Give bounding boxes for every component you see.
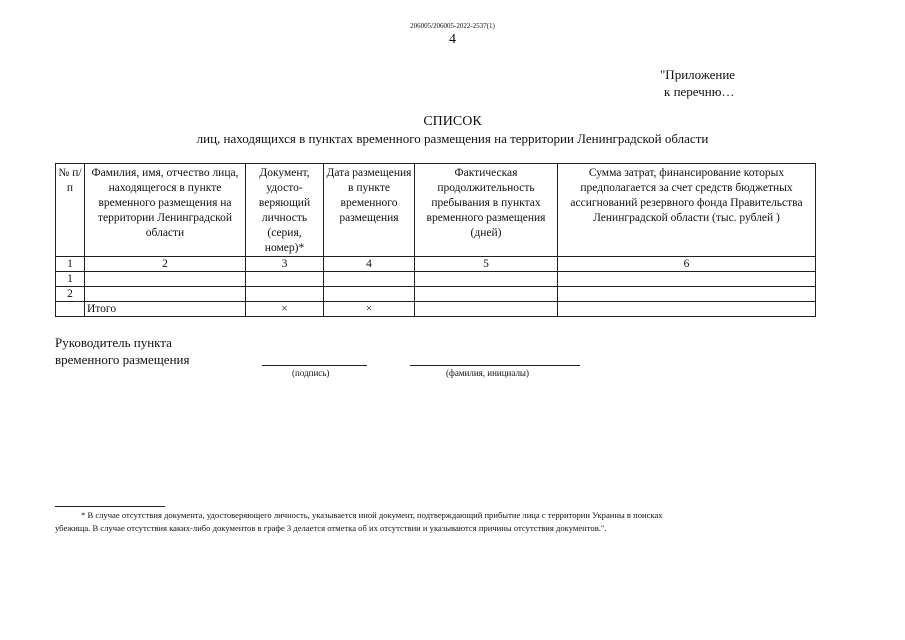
appendix-note bbox=[660, 66, 735, 100]
signer-position bbox=[55, 334, 189, 368]
signature-line bbox=[262, 365, 367, 366]
not-applicable-mark: × bbox=[324, 302, 415, 317]
table-cell bbox=[246, 287, 324, 302]
table-header-row bbox=[56, 164, 816, 257]
header-cell-document: Документ, удосто- веряющий личность (серия, номер)* bbox=[246, 164, 324, 257]
table-cell bbox=[415, 287, 558, 302]
not-applicable-mark: × bbox=[246, 302, 324, 317]
document-code: 206005/206005-2022-2537(1) bbox=[410, 22, 495, 30]
document-subtitle: лиц, находящихся в пунктах временного размещения на территории Ленинградской области bbox=[196, 131, 709, 146]
table-cell bbox=[246, 272, 324, 287]
table-cell bbox=[558, 302, 816, 317]
signer-position-line-2: временного размещения bbox=[55, 352, 190, 367]
header-cell-duration: Фактическая продолжительность пребывания в пунктах временного размещения (дней) bbox=[415, 164, 558, 257]
signature-caption: (подпись) bbox=[292, 368, 330, 378]
footnote-line-2: убежища. В случае отсутствия каких-либо документов в графе 3 делается отметка об их отсутствии и указываются причины отсутствия документов.". bbox=[55, 523, 607, 533]
header-cell-full-name: Фамилия, имя, отчество лица, находящегося в пункте временного размещения на территории Ленинградской области bbox=[85, 164, 246, 257]
table-cell bbox=[85, 287, 246, 302]
column-number-cell: 5 bbox=[415, 257, 558, 272]
total-label: Итого bbox=[85, 302, 246, 317]
header-cell-placement-date: Дата размещения в пункте временного размещения bbox=[324, 164, 415, 257]
column-number-cell: 4 bbox=[324, 257, 415, 272]
table-cell: 2 bbox=[56, 287, 85, 302]
column-number-cell: 6 bbox=[558, 257, 816, 272]
appendix-line-2: к перечню… bbox=[664, 84, 735, 99]
page-number: 4 bbox=[449, 32, 456, 47]
total-row bbox=[56, 302, 816, 317]
signer-position-line-1: Руководитель пункта bbox=[55, 335, 172, 350]
header-cell-expense-sum: Сумма затрат, финансирование которых предполагается за счет средств бюджетных ассигнований резервного фонда Правительства Ленинградской области (тыс. рублей ) bbox=[558, 164, 816, 257]
name-line bbox=[410, 365, 580, 366]
footnote-divider bbox=[55, 506, 165, 507]
table-cell: 1 bbox=[56, 272, 85, 287]
table-cell bbox=[415, 272, 558, 287]
table-cell bbox=[415, 302, 558, 317]
column-number-cell: 2 bbox=[85, 257, 246, 272]
header-cell-number: № п/п bbox=[56, 164, 85, 257]
column-number-cell: 3 bbox=[246, 257, 324, 272]
footnote-line-1: * В случае отсутствия документа, удостоверяющего личность, указывается иной документ, подтверждающий прибытие лица с территории Украины в поисках bbox=[81, 510, 663, 520]
column-number-cell: 1 bbox=[56, 257, 85, 272]
table-row bbox=[56, 287, 816, 302]
table-cell bbox=[558, 272, 816, 287]
table-cell bbox=[324, 287, 415, 302]
table-cell bbox=[85, 272, 246, 287]
footnote bbox=[55, 509, 815, 535]
table-cell bbox=[324, 272, 415, 287]
document-title: СПИСОК bbox=[423, 114, 482, 129]
column-number-row bbox=[56, 257, 816, 272]
table-row bbox=[56, 272, 816, 287]
table-cell bbox=[558, 287, 816, 302]
table-cell bbox=[56, 302, 85, 317]
persons-table bbox=[55, 163, 816, 317]
name-caption: (фамилия, инициалы) bbox=[446, 368, 529, 378]
appendix-line-1: "Приложение bbox=[660, 67, 736, 82]
